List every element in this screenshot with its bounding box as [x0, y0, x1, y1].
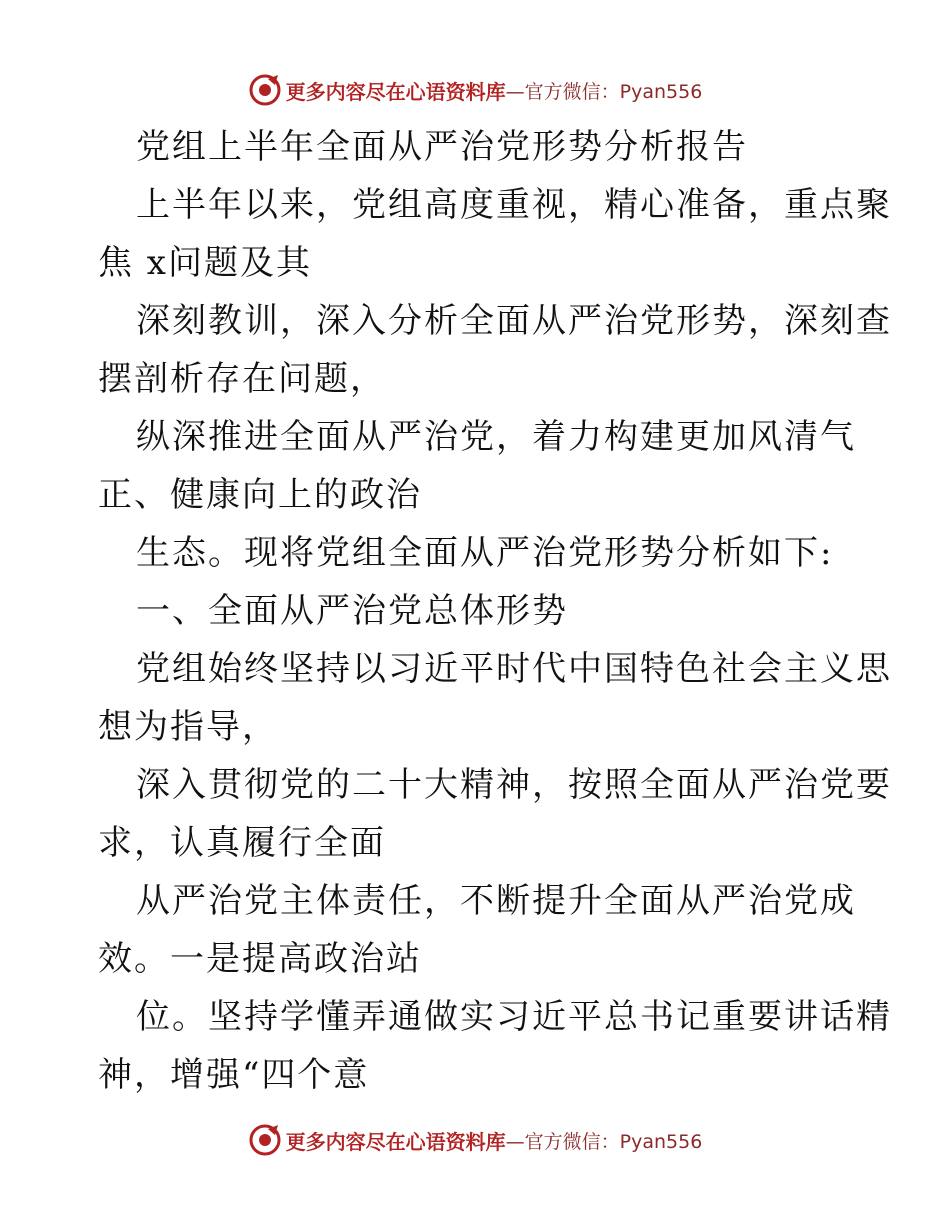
paragraph-line: 求，认真履行全面 — [98, 823, 386, 863]
paragraph-line: 生态。现将党组全面从严治党形势分析如下: — [136, 533, 834, 573]
paragraph-line: 纵深推进全面从严治党，着力构建更加风清气 — [136, 417, 856, 457]
section-heading: 一、全面从严治党总体形势 — [136, 591, 568, 631]
paragraph-line: 深刻教训，深入分析全面从严治党形势，深刻查 — [136, 301, 892, 341]
paragraph-line: 摆剖析存在问题， — [98, 359, 386, 399]
paragraph-line: 效。一是提高政治站 — [98, 939, 422, 979]
banner-suffix-text: —官方微信：Pyan556 — [505, 1130, 703, 1153]
header-watermark-banner — [0, 70, 950, 110]
paragraph-line: 想为指导， — [98, 707, 278, 747]
paragraph-line: 从严治党主体责任，不断提升全面从严治党成 — [136, 881, 856, 921]
paragraph-line: 正、健康向上的政治 — [98, 475, 422, 515]
document-body — [98, 118, 892, 1104]
banner-main-text: 更多内容尽在心语资料库 — [285, 79, 506, 104]
banner-main-text: 更多内容尽在心语资料库 — [285, 1129, 506, 1154]
paragraph-line: 位。坚持学懂弄通做实习近平总书记重要讲话精 — [136, 997, 892, 1037]
paragraph-line: 焦 x问题及其 — [98, 243, 312, 283]
footer-watermark-banner — [0, 1120, 950, 1160]
pen-circle-logo-icon — [248, 1123, 282, 1157]
paragraph-line: 党组始终坚持以习近平时代中国特色社会主义思 — [136, 649, 892, 689]
banner-suffix-text: —官方微信：Pyan556 — [505, 80, 703, 103]
pen-circle-logo-icon — [248, 73, 282, 107]
paragraph-line: 深入贯彻党的二十大精神，按照全面从严治党要 — [136, 765, 892, 805]
paragraph-line: 上半年以来，党组高度重视，精心准备，重点聚 — [136, 185, 892, 225]
paragraph-line: 神，增强“四个意 — [98, 1055, 370, 1095]
document-title: 党组上半年全面从严治党形势分析报告 — [136, 127, 748, 167]
